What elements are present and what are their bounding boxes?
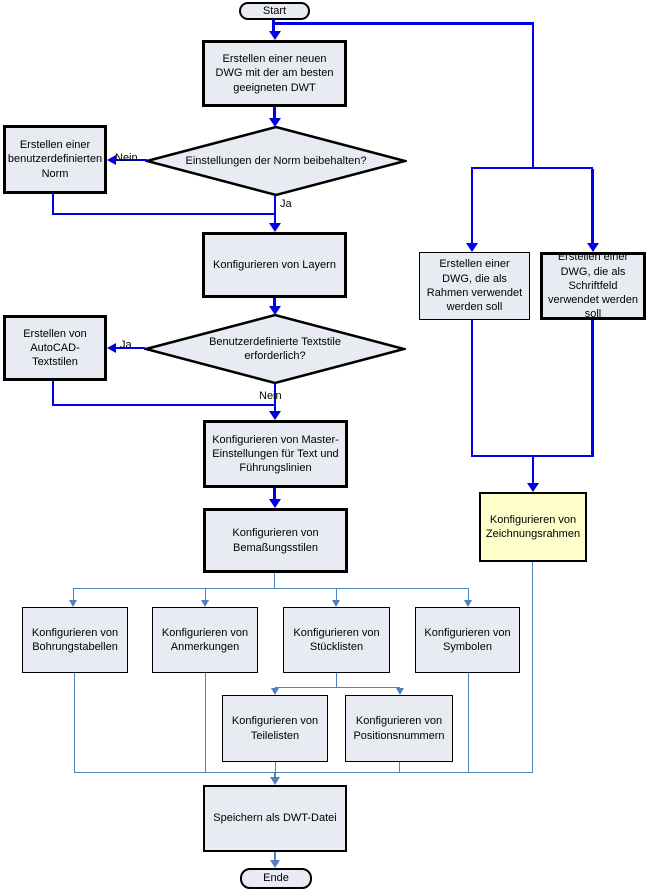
connector-stueckliste-down: [336, 673, 337, 687]
node-textstile: [3, 315, 107, 381]
connector-rahmen-drop: [471, 169, 473, 243]
connector-textstile-down: [52, 381, 54, 405]
connector-drop-anmerkung: [205, 589, 206, 600]
edge-label-nein-1: Nein: [115, 152, 138, 164]
node-new-dwg: [202, 40, 347, 107]
node-bemassung: [203, 508, 348, 573]
node-layern: [202, 232, 347, 298]
connector-textstile-merge: [52, 404, 276, 406]
connector-schriftfeld-drop: [591, 169, 594, 243]
arrow-into-ende: [270, 860, 280, 868]
node-zeichnungsrahmen-label: Konfigurieren von Zeichnungsrahmen: [485, 513, 581, 540]
arrow-into-stueckliste: [332, 600, 340, 607]
node-bohrung-label: Konfigurieren von Bohrungstabellen: [31, 626, 119, 653]
connector-right-split: [471, 167, 593, 169]
arrow-into-bohrung: [69, 600, 77, 607]
decision-norm-label: Einstellungen der Norm beibehalten?: [185, 154, 367, 167]
arrow-into-textstile: [107, 343, 116, 353]
node-symbole-label: Konfigurieren von Symbolen: [424, 626, 511, 653]
node-master: [203, 420, 348, 488]
connector-drop-bohrung: [73, 589, 74, 600]
connector-fanout-2: [275, 687, 400, 688]
node-bemassung-label: Konfigurieren von Bemaßungsstilen: [232, 527, 319, 554]
node-stueckliste-label: Konfigurieren von Stücklisten: [293, 626, 380, 653]
arrow-into-speichern: [270, 777, 280, 785]
decision-textstile-label: Benutzerdefinierte Textstile erforderlich?: [209, 335, 341, 362]
connector-symbole-converge: [468, 673, 469, 772]
connector-schriftfeld-bottom: [591, 320, 594, 455]
terminator-start: [239, 2, 310, 20]
node-teileliste-label: Konfigurieren von Teilelisten: [231, 715, 319, 742]
connector-decision-ja-down: [274, 195, 276, 223]
decision-norm: [165, 127, 387, 195]
connector-positionsnummern-converge: [399, 762, 400, 772]
arrow-into-positionsnummern: [396, 688, 404, 695]
node-schriftfeld-label: Erstellen einer DWG, die als Schriftfeld verwendet werden soll: [548, 251, 638, 321]
connector-converge-line: [74, 772, 533, 773]
arrow-into-anmerkung: [201, 600, 209, 607]
node-anmerkung: [152, 607, 258, 673]
terminator-start-label: Start: [262, 4, 287, 17]
node-norm-label: Erstellen einer benutzerdefinierten Norm: [7, 139, 103, 180]
connector-drop-symbole: [468, 589, 469, 600]
arrow-into-rahmen: [466, 243, 478, 252]
connector-anmerkung-converge: [205, 673, 206, 772]
arrow-into-decision-norm: [269, 118, 281, 127]
arrow-into-zeichnungsrahmen: [527, 483, 539, 492]
node-positionsnummern: [345, 695, 453, 762]
connector-fanout-1: [73, 588, 469, 589]
node-layern-label: Konfigurieren von Layern: [213, 258, 336, 271]
connector-norm-down: [52, 194, 54, 215]
node-norm: [3, 125, 107, 194]
connector-norm-merge: [52, 213, 276, 215]
connector-speichern-ende: [274, 852, 276, 860]
arrow-into-symbole: [464, 600, 472, 607]
node-anmerkung-label: Konfigurieren von Anmerkungen: [161, 626, 249, 653]
node-zeichnungsrahmen: [479, 492, 587, 562]
node-rahmen-label: Erstellen einer DWG, die als Rahmen verwendet werden soll: [426, 258, 523, 314]
connector-drop-stueckliste: [336, 589, 337, 600]
node-stueckliste: [283, 607, 390, 673]
connector-teileliste-converge: [275, 762, 276, 772]
connector-to-zeichnungsrahmen: [532, 457, 534, 483]
node-textstile-label: Erstellen von AutoCAD-Textstilen: [23, 327, 87, 369]
connector-rahmen-bottom: [471, 320, 473, 455]
arrow-into-decision-textstile: [269, 306, 281, 315]
arrow-into-new-dwg: [269, 31, 281, 40]
node-new-dwg-label: Erstellen einer neuen DWG mit der am besten geeigneten DWT: [215, 53, 334, 94]
edge-label-ja-1: Ja: [280, 198, 292, 210]
terminator-ende: [240, 868, 312, 889]
connector-bemassung-down: [274, 573, 275, 588]
edge-label-ja-2: Ja: [120, 339, 132, 351]
arrow-into-master: [269, 411, 281, 420]
node-schriftfeld: [540, 252, 646, 320]
arrow-into-teileliste: [271, 688, 279, 695]
node-master-label: Konfigurieren von Master-Einstellungen für Text und Führungslinien: [212, 433, 339, 475]
arrow-into-layern: [269, 223, 281, 232]
node-teileliste: [222, 695, 328, 762]
edge-label-nein-2: Nein: [259, 390, 282, 402]
connector-start-right: [275, 22, 534, 25]
connector-bohrung-converge: [74, 673, 75, 772]
connector-zeichnungsrahmen-converge: [532, 562, 533, 772]
node-speichern: [203, 785, 347, 852]
decision-textstile: [180, 315, 370, 383]
arrow-into-schriftfeld: [587, 243, 599, 252]
node-speichern-label: Speichern als DWT-Datei: [213, 812, 337, 825]
arrow-into-bemassung: [269, 499, 281, 508]
terminator-ende-label: Ende: [263, 872, 289, 885]
connector-right-branch-down: [532, 25, 534, 168]
node-rahmen: [419, 252, 530, 320]
node-bohrung: [22, 607, 128, 673]
node-positionsnummern-label: Konfigurieren von Positionsnummern: [353, 715, 445, 742]
node-symbole: [415, 607, 520, 673]
